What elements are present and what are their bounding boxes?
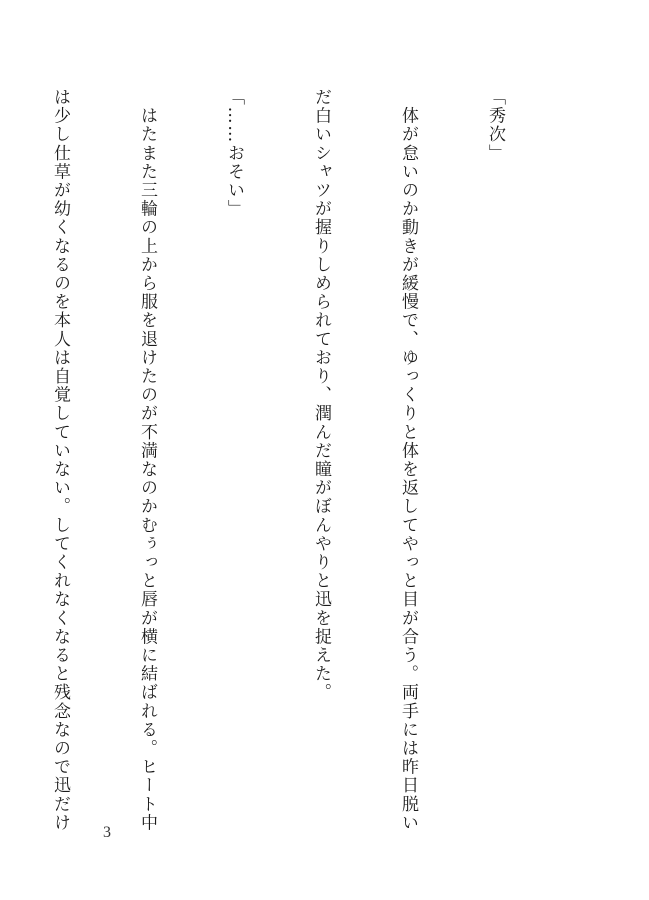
vertical-text-body: [50, 88, 567, 832]
text-line: 「秀次」: [485, 88, 505, 163]
text-line: は少し仕草が幼くなるのを本人は自覚していない。してくれなくなると残念なので迅だけ: [50, 88, 70, 832]
text-line: だ白いシャツが握りしめられており、潤んだ瞳がぼんやりと迅を捉えた。: [311, 88, 331, 702]
page-number: 3: [103, 824, 111, 841]
text-line: 「……おそい」: [224, 88, 244, 219]
text-line: 体が怠いのか動きが緩慢で、ゆっくりと体を返してやっと目が合う。両手には昨日脱い: [398, 88, 418, 832]
text-line: はたまた三輪の上から服を退けたのが不満なのかむぅっと唇が横に結ばれる。ヒート中: [137, 88, 157, 832]
